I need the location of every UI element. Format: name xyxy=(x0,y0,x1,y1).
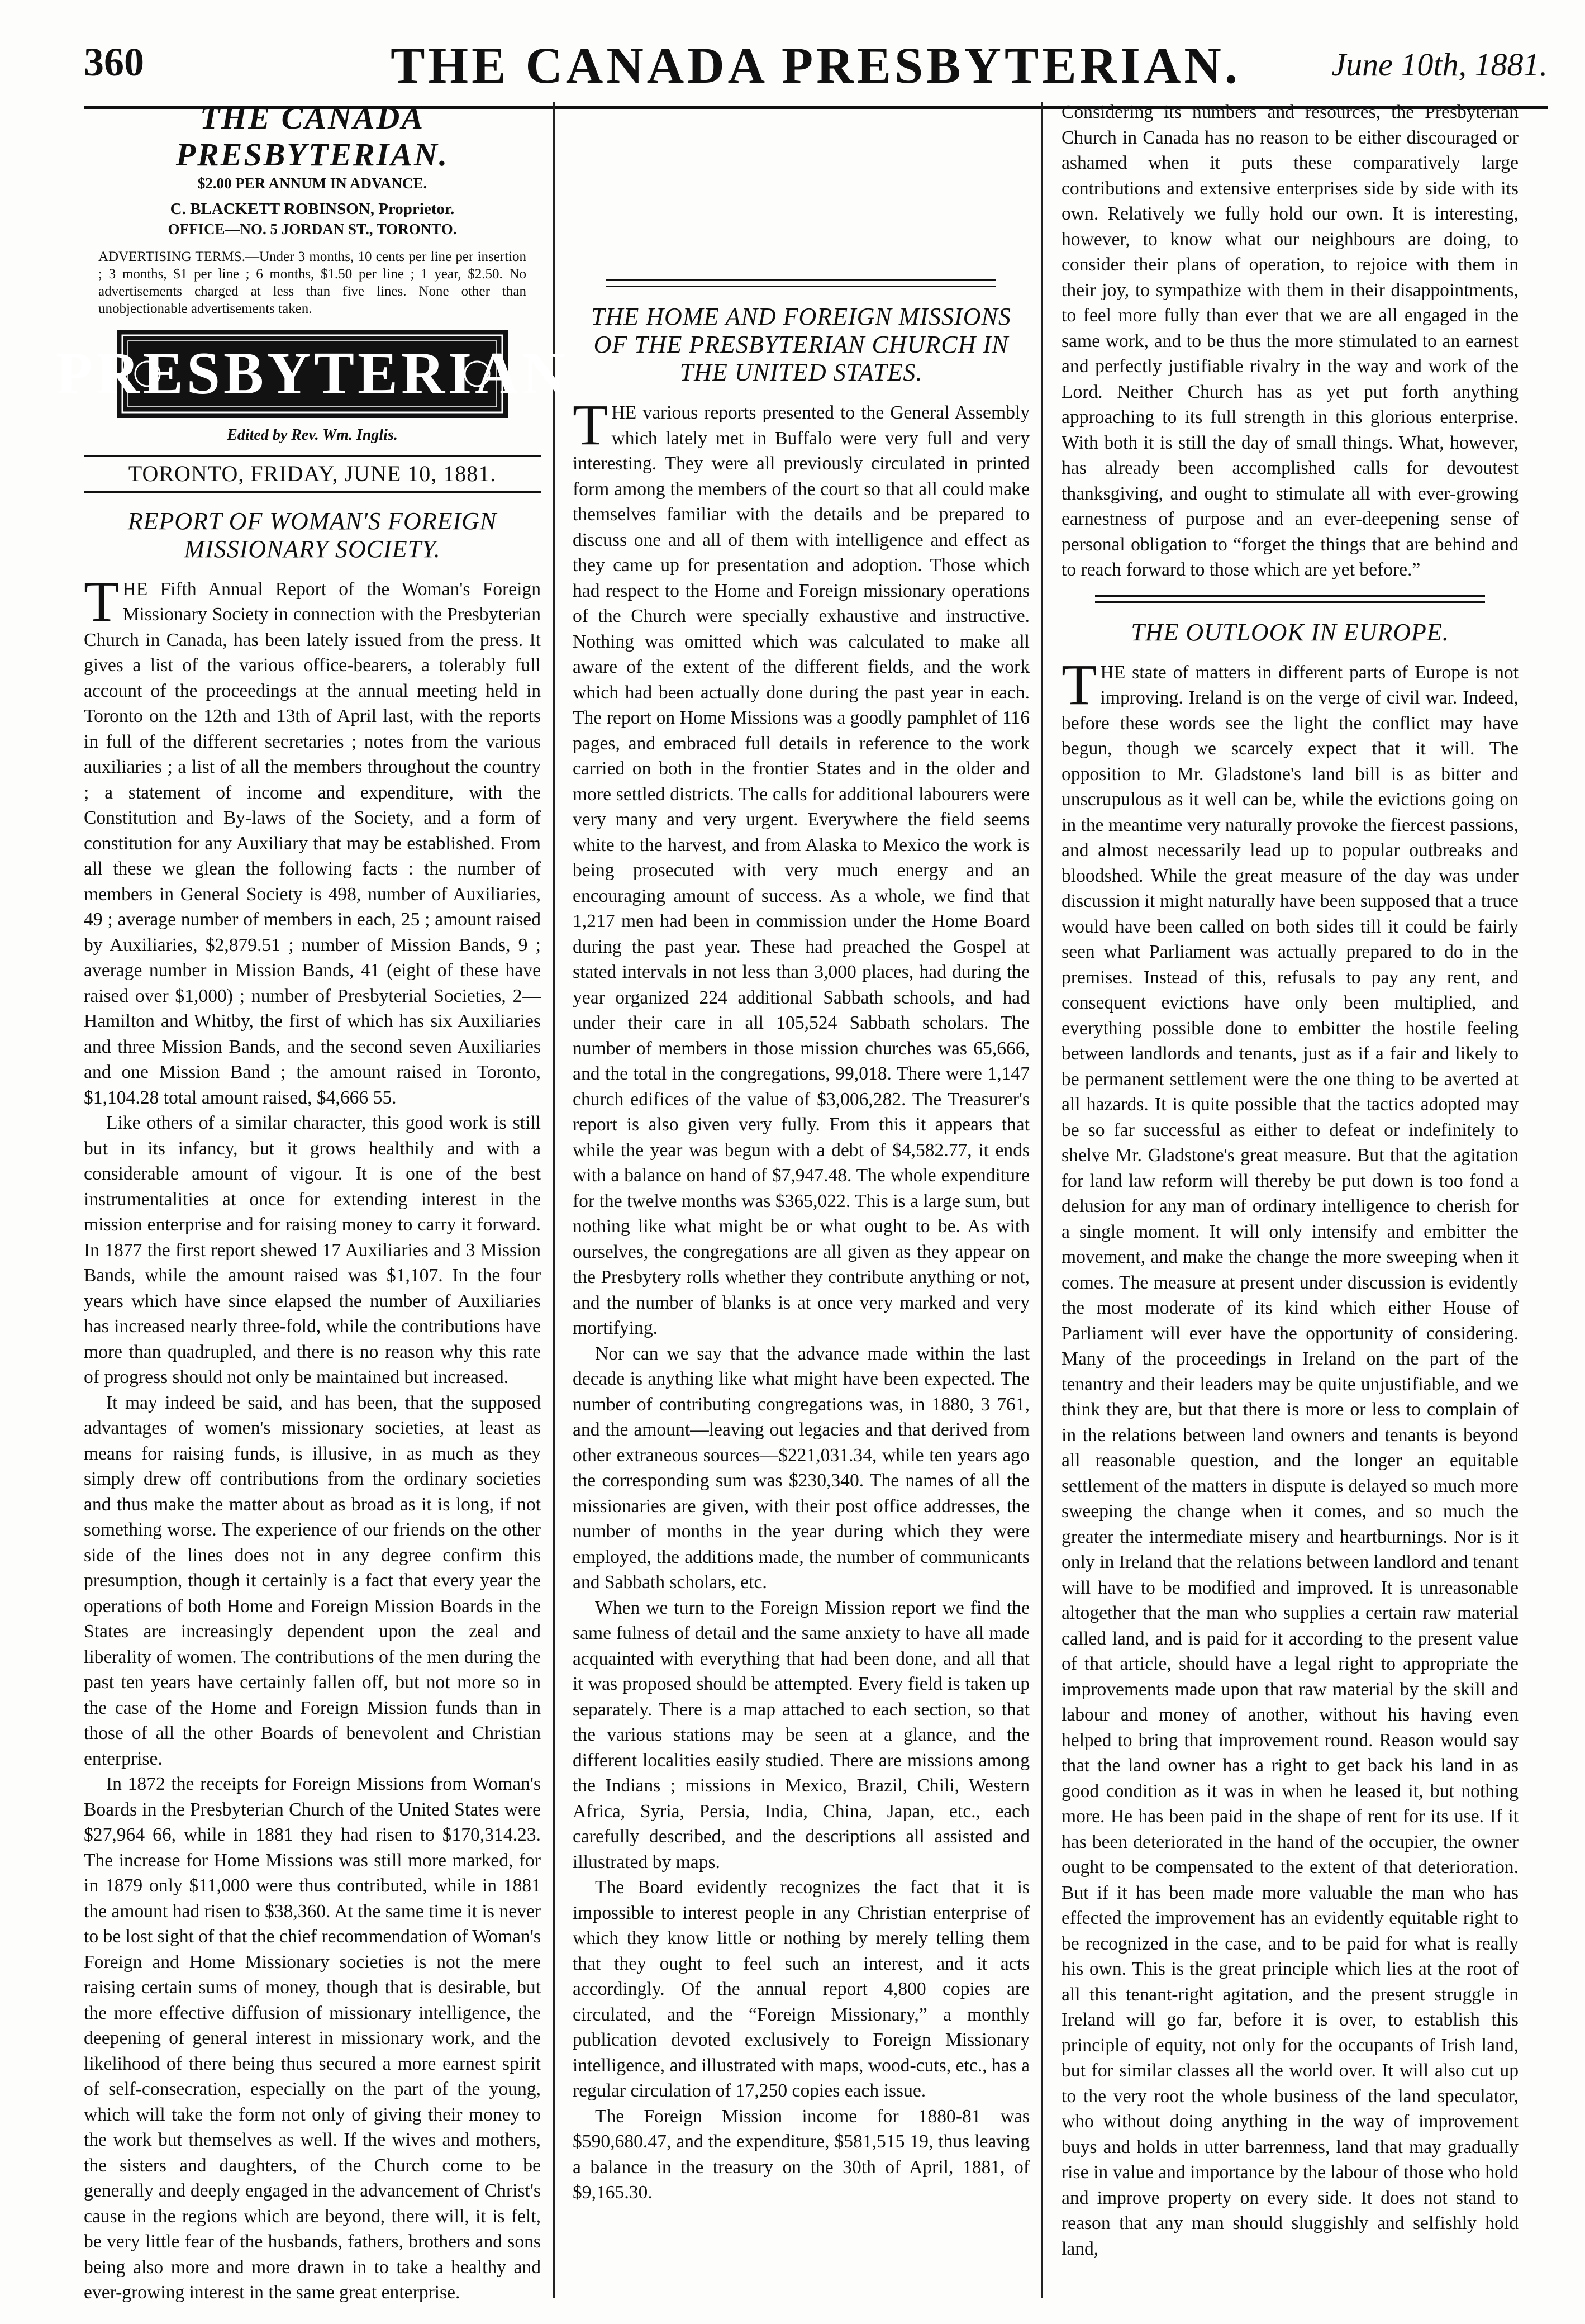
article-paragraph: When we turn to the Foreign Mission report we find the same fulness of detail and the same anxiety to have all made acquainted with everything that had been done, and all that it was proposed should be attempted. Every field is taken up separately. There is a map attached to each section, so that the various stations may be seen at a glance, and the different localities easily studied. There are missions among the Indians ; missions in Mexico, Brazil, Chili, Western Africa, Syria, Persia, India, China, Japan, etc., each carefully described, and the descriptions all assisted and illustrated by maps. xyxy=(573,1597,1030,1872)
article-paragraph: Considering its numbers and resources, the Presbyterian Church in Canada has no reason to be either discouraged or ashamed when it puts these comparatively large contributions and extensive enterprises side by side with its own. Relatively we fully hold our own. It is interesting, however, to know what our neighbours are doing, to consider their plans of operation, to rejoice with them in their joy, to sympathize with them in their disappointments, to feel more fully than ever that we are all engaged in the same work, and to be thus the more stimulated to an earnest and perfectly justifiable rivalry in the way and work of the Lord. Neither Church has as yet put forth anything approaching to its full strength in this glorious enterprise. With both it is still the day of small things. What, however, has already been accomplished calls for devoutest thanksgiving, and ought to stimulate all with ever-growing earnestness of purpose and an ever-deepening sense of personal obligation to “forget the things that are behind and to reach forward to those which are yet before.” xyxy=(1062,102,1519,580)
presbyterian-logo xyxy=(55,330,569,418)
issue-date: Junе 10th, 1881. xyxy=(1331,46,1548,83)
page-header xyxy=(84,22,1548,109)
article-heading: REPORT OF WOMAN'S FOREIGN MISSIONARY SOCIETY. xyxy=(127,507,497,563)
column-continuation-space xyxy=(573,99,1030,267)
column-rule xyxy=(1041,102,1043,2298)
dateline: TORONTO, FRIDAY, JUNE 10, 1881. xyxy=(84,455,541,493)
logo-word: PRESBYTERIAN xyxy=(55,340,569,407)
proprietor-line: C. BLACKETT ROBINSON, Proprietor. xyxy=(170,200,455,218)
article-paragraph: The Foreign Mission income for 1880-81 was $590,680.47, and the expenditure, $581,515 19, thus leaving a balance in the treasury on the 30th of April, 1881, of $9,165.30. xyxy=(573,2106,1030,2203)
advertising-terms: ADVERTISING TERMS.—Under 3 months, 10 cents per line per insertion ; 3 months, $1 per line ; 6 months, $1.50 per line ; 1 year, $2.50. No advertisements charged at less than five lines. None other than unobjectionable advertisements taken. xyxy=(98,249,526,316)
section-rule xyxy=(606,279,996,287)
article-paragraph: In 1872 the receipts for Foreign Missions from Woman's Boards in the Presbyterian Church of the United States were $27,964 66, while in 1881 they had risen to $170,314.23. The increase for Home Missions was still more marked, for in 1879 only $11,000 were thus contributed, while in 1881 the amount had risen to $38,360. At the same time it is never to be lost sight of that the chief recommendation of Woman's Foreign and Home Missionary societies is not the mere raising certain sums of money, though that is desirable, but the more effective diffusion of missionary intelligence, the deepening of general interest in missionary work, and the likelihood of there being thus secured a more earnest spirit of self-consecration, especially on the part of the young, which will take the form not only of giving their money to the work but themselves as well. If the wives and mothers, the sisters and daughters, of the Church come to be generally and deeply engaged in the advancement of Christ's cause in the regions which are beyond, there will, it is felt, be very little fear of the husbands, fathers, brothers and sons being also more and more drawn in to take a healthy and ever-growing interest in the same great enterprise. xyxy=(84,1774,541,2303)
office-address: OFFICE—NO. 5 JORDAN ST., TORONTO. xyxy=(168,221,457,237)
article-paragraph: THE various reports presented to the General Assembly which lately met in Buffalo were very full and very interesting. They were all previously circulated in printed form among the members of the court so that all could make themselves familiar with the details and be prepared to discuss one and all of them with intelligence and effect as they came up for presentation and adoption. Those which had respect to the Home and Foreign missionary operations of the Church were specially exhaustive and instructive. Nothing was omitted which was calculated to make all aware of the extent of the different fields, and the work which had been actually done during the past year in each. The report on Home Missions was a goodly pamphlet of 116 pages, and embraced full details in reference to the work carried on both in the frontier States and in the older and more settled districts. The calls for additional labourers were very many and very urgent. Everywhere the field seems white to the harvest, and from Alaska to Mexico the work is being prosecuted with very much energy and an encouraging amount of success. As a whole, we find that 1,217 men had been in commission under the Home Board during the past year. These had preached the Gospel at stated intervals in not less than 3,000 places, had during the year organized 224 additional Sabbath schools, and had under their care in all 105,524 Sabbath scholars. The number of members in those mission churches was 65,666, and the total in the congregations, 99,018. There were 1,147 church edifices of the value of $3,006,282. The Treasurer's report is also given very fully. From this it appears that while the year was begun with a debt of $4,582.77, it ends with a balance on hand of $7,947.48. The whole expenditure for the twelve months was $365,022. This is a large sum, but nothing like what might be or what ought to be. As with ourselves, the congregations are all given as they appear on the Presbytery rolls whether they contribute anything or not, and the number of blanks is at once very marked and very mortifying. xyxy=(573,393,1030,1338)
section-rule xyxy=(1095,595,1485,603)
article-paragraph: THE state of matters in different parts of Europe is not improving. Ireland is on the verge of civil war. Indeed, before these words see the light the conflict may have begun, though we scarcely expect that it will. The opposition to Mr. Gladstone's land bill is as bitter and unscrupulous as it well can be, while the evictions going on in the meantime very naturally provoke the fiercest passions, and almost necessarily lead up to popular outbreaks and bloodshed. While the great measure of the day was under discussion it might naturally have been supposed that a truce would have been called on both sides till it could be fairly seen what Parliament was actually prepared to do in the premises. Instead of this, refusals to pay any rent, and consequent evictions have only been multiplied, and everything possible done to embitter the hostile feeling between landlords and tenants, just as if a fair and likely to be permanent settlement were the one thing to be averted at all hazards. It is quite possible that the tactics adopted may be so far successful as either to defeat or indefinitely to shelve Mr. Gladstone's great measure. But that the agitation for land law reform will thereby be put down is too fond a delusion for any man of ordinary intelligence to cherish for a single moment. It will only intensify and embitter the movement, and make the change the more sweeping when it comes. The measure at present under discussion is evidently the most moderate of its kind which either House of Parliament will ever have the opportunity of considering. Many of the proceedings in Ireland on the part of the tenantry and their leaders may be quite unjustifiable, and we think they are, but that there is more or less to complain of in the relations between land owners and tenants is beyond all reasonable question, and the longer an equitable settlement of the matters in dispute is delayed so much more sweeping the change when it comes, and so much the greater the intermediate misery and heartburnings. Nor is it only in Ireland that the relations between landlord and tenant will have to be modified and improved. It is unreasonable altogether that the man who supplies a certain raw material called land, and is paid for it according to the present value of that article, should have a legal right to appropriate the improvements made upon that raw material by the skill and labour and money of another, without his having even helped to bring that improvement round. Reason would say that the land owner has a right to get back his land in as good condition as it was in when he leased it, but nothing more. He has been paid in the shape of rent for its use. If it has been deteriorated in the hand of the occupier, the owner ought to be compensated to the extent of that deterioration. But if it has been made more valuable the man who has effected the improvement has an evidently equitable right to be recognized in the case, and to be paid for what is really his own. This is the great principle which lies at the root of all this tenant-right agitation, and the present struggle in Ireland will go far, before it is over, to establish this principle of equity, not only for the occupants of Irish land, but for similar classes all the world over. It will also cut up to the very root the whole business of the land speculator, who without doing anything in the way of improvement buys and holds in utter barrenness, land that may gradually rise in value and importance by the labour of those who hold and improve property on every side. It does not stand to reason that any man should sluggishly and selfishly hold land, xyxy=(1062,652,1519,2259)
column-3 xyxy=(1062,99,1519,2301)
column-2 xyxy=(573,99,1030,2301)
article-paragraph: THE Fifth Annual Report of the Woman's Foreign Missionary Society in connection with the Presbyterian Church in Canada, has been lately issued from the press. It gives a list of the various office-bearers, a tolerably full account of the proceedings at the annual meeting held in Toronto on the 12th and 13th of April last, with the reports in full of the different secretaries ; notes from the various auxiliaries ; a list of all the members throughout the country ; a statement of income and expenditure, with the Constitution and By-laws of the Society, and a form of constitution for any Auxiliary that may be established. From all these we glean the following facts : the number of members in General Society is 498, number of Auxiliaries, 49 ; average number of members in each, 25 ; amount raised by Auxiliaries, $2,879.51 ; number of Mission Bands, 9 ; average number in Mission Bands, 41 (eight of these have raised over $1,000) ; number of Presbyterial Societies, 2—Hamilton and Whitby, the first of which has six Auxiliaries and three Mission Bands, and the second seven Auxiliaries and one Mission Band ; the amount raised in Toronto, $1,104.28 total amount raised, $4,666 55. xyxy=(84,569,541,1108)
page-number: 360 xyxy=(84,40,144,84)
article-heading: THE HOME AND FOREIGN MISSIONS OF THE PRESBYTERIAN CHURCH IN THE UNITED STATES. xyxy=(591,303,1011,386)
article-paragraph: Like others of a similar character, this good work is still but in its infancy, but it grows healthily and with a considerable amount of vigour. It is one of the best instrumentalities at once for extending interest in the mission enterprise and for raising money to carry it forward. In 1877 the first report shewed 17 Auxiliaries and 3 Mission Bands, while the amount raised was $1,107. In the four years which have since elapsed the number of Auxiliaries has increased nearly three-fold, while the contributions have more than quadrupled, and there is no reason why this rate of progress should not only be maintained but increased. xyxy=(84,1113,541,1387)
article-paragraph: The Board evidently recognizes the fact that it is impossible to interest people in any Christian enterprise of which they know little or nothing by merely telling them that they ought to feel such an interest, and it acts accordingly. Of the annual report 4,800 copies are circulated, and the “Foreign Missionary,” a monthly publication devoted exclusively to Foreign Missionary intelligence, and illustrated with maps, wood-cuts, etc., has a regular circulation of 17,250 copies each issue. xyxy=(573,1877,1030,2101)
subscription-price: $2.00 PER ANNUM IN ADVANCE. xyxy=(197,175,427,192)
paper-title: THE CANADA PRESBYTERIAN. xyxy=(391,37,1241,94)
masthead-title: THE CANADA PRESBYTERIAN. xyxy=(175,99,449,173)
article-heading: THE OUTLOOK IN EUROPE. xyxy=(1131,618,1449,646)
editor-credit: Edited by Rev. Wm. Inglis. xyxy=(227,426,398,444)
article-paragraph: Nor can we say that the advance made within the last decade is anything like what might have been expected. The number of contributing congregations was, in 1880, 3 761, and the amount—leaving out legacies and that derived from other extraneous sources—$221,031.34, while ten years ago the corresponding sum was $230,340. The names of all the missionaries are given, with their post office addresses, the number of months in the year during which they were employed, the additions made, the number of communicants and Sabbath scholars, etc. xyxy=(573,1343,1030,1593)
column-1 xyxy=(55,99,569,2303)
column-rule xyxy=(553,102,555,2298)
article-paragraph: It may indeed be said, and has been, that the supposed advantages of women's missionary societies, at least as means for raising funds, is illusive, in as much as they simply drew off contributions from the ordinary societies and thus make the matter about as broad as it is long, if not something worse. The experience of our friends on the other side of the lines does not in any degree confirm this presumption, though it certainly is a fact that every year the operations of both Home and Foreign Mission Boards in the States are increasingly dependent upon the zeal and liberality of women. The contributions of the men during the past ten years have certainly fallen off, but not more so in the case of the Home and Foreign Mission funds than in those of all the other Boards of benevolent and Christian enterprise. xyxy=(84,1392,541,1769)
